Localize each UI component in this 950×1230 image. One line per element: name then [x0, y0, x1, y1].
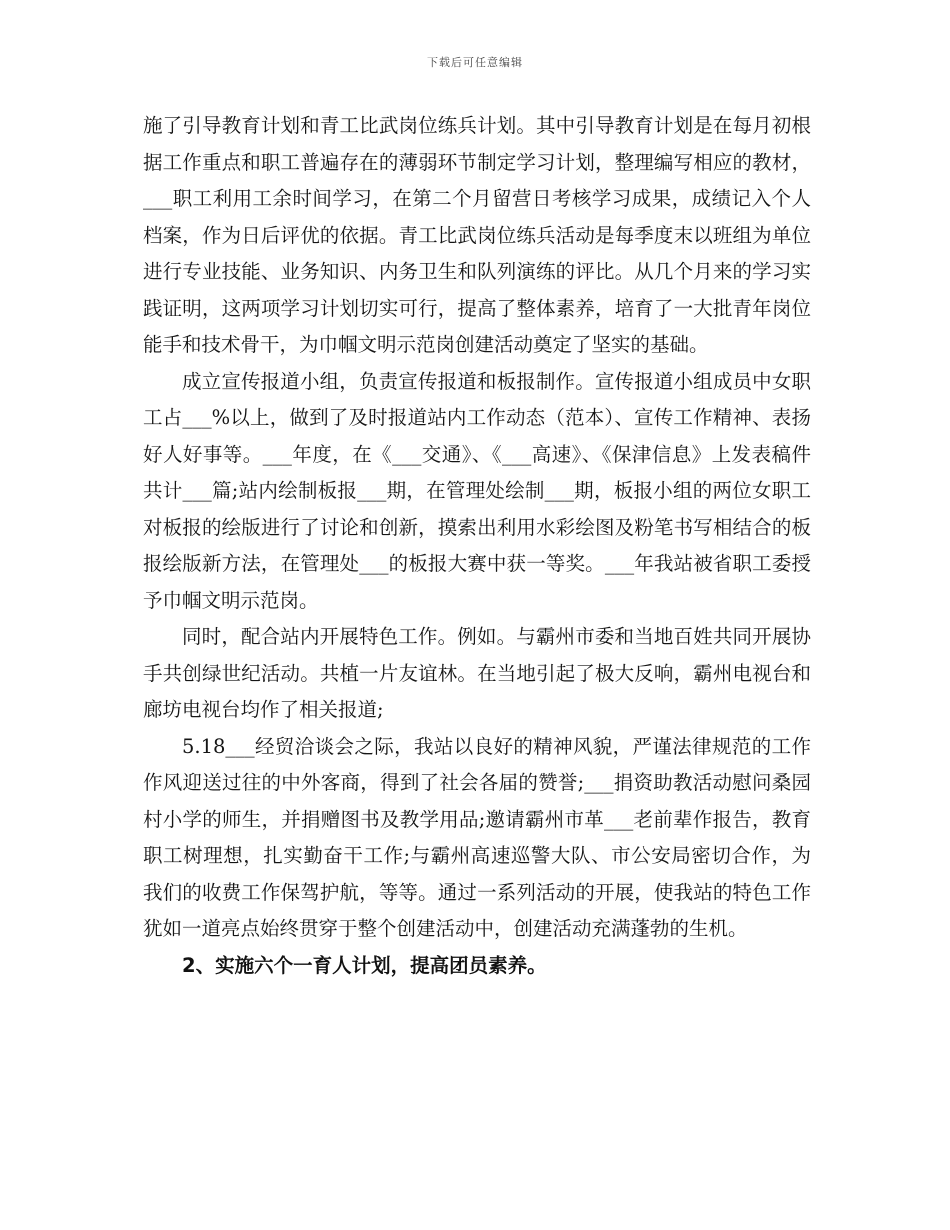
- document-body: [143, 108, 811, 984]
- section-heading: 2、实施六个一育人计划，提高团员素养。: [182, 953, 547, 977]
- paragraph-special-work: 同时，配合站内开展特色工作。例如。与霸州市委和当地百姓共同开展协手共创绿世纪活动。共植一片友谊林。在当地引起了极大反响，霸州电视台和廊坊电视台均作了相关报道;: [143, 625, 811, 721]
- paragraph-continuation: 施了引导教育计划和青工比武岗位练兵计划。其中引导教育计划是在每月初根据工作重点和职工普遍存在的薄弱环节制定学习计划，整理编写相应的教材，___职工利用工余时间学习，在第二个月留营日考核学习成果，成绩记入个人档案，作为日后评优的依据。青工比武岗位练兵活动是每季度末以班组为单位进行专业技能、业务知识、内务卫生和队列演练的评比。从几个月来的学习实践证明，这两项学习计划切实可行，提高了整体素养，培育了一大批青年岗位能手和技术骨干，为巾帼文明示范岗创建活动奠定了坚实的基础。: [143, 114, 811, 356]
- paragraph-trade-fair: 5.18___经贸洽谈会之际，我站以良好的精神风貌，严谨法律规范的工作作风迎送过往的中外客商，得到了社会各届的赞誉;___捐资助教活动慰问桑园村小学的师生，并捐赠图书及教学用品;邀请霸州市革___老前辈作报告，教育职工树理想，扎实勤奋干工作;与霸州高速巡警大队、市公安局密切合作，为我们的收费工作保驾护航，等等。通过一系列活动的开展，使我站的特色工作犹如一道亮点始终贯穿于整个创建活动中，创建活动充满蓬勃的生机。: [143, 734, 811, 940]
- paragraph-publicity-team: 成立宣传报道小组，负责宣传报道和板报制作。宣传报道小组成员中女职工占___%以上，做到了及时报道站内工作动态（范本）、宣传工作精神、表扬好人好事等。___年度，在《___交通》、《___高速》、《保津信息》上发表稿件共计___篇;站内绘制板报___期，在管理处绘制___期，板报小组的两位女职工对板报的绘版进行了讨论和创新，摸索出利用水彩绘图及粉笔书写相结合的板报绘版新方法，在管理处___的板报大赛中获一等奖。___年我站被省职工委授予巾帼文明示范岗。: [143, 369, 811, 612]
- header-note: 下载后可任意编辑: [427, 56, 523, 69]
